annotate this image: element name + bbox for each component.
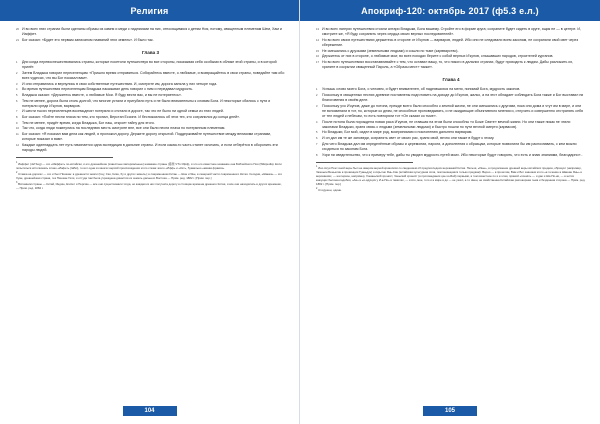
verse-text: Поскольку ухо И'кунов, даже до потопа, прежде всего были способно к земной жизни, не они смешались с другими, пока они дома и чтут им в мире, и они не вспоминали в тот, но, которые ко дням, не способные проповедывать, и не ожидающие объективного мнения и, отлучить и совершенно отстранять себя от тел людей к небесам, то есть повторяли тот «Он сказал ко тьме». xyxy=(322,103,583,118)
verse-text: И они отправились и вернулись в свои собственные путешествия. И, смотрите им, дорога заняла у них четыре года. xyxy=(22,81,218,86)
footnote-number: 3 xyxy=(16,181,18,185)
verse xyxy=(316,136,586,141)
verse-number: 4 xyxy=(16,88,18,92)
right-header-title: Апокриф-120: октябрь 2017 (ф5.3 е.л.) xyxy=(361,5,539,16)
footnote xyxy=(16,181,285,191)
right-verses xyxy=(316,87,586,157)
verse-text: Услышь слово моего Бога, о человек, и будет внимателен, об надеявшихся на меня, понимай Бога, мудрость законов. xyxy=(322,87,521,92)
verse-number: 8 xyxy=(16,116,18,120)
right-page xyxy=(300,0,600,424)
verse-text: Каждые одиннадцать лет путь начинается одна экспедиция в дальние страны. И если какая-то часть станет исчезать, и если отберётся в оборонить эти народы людей. xyxy=(22,142,278,152)
verse-number: 6 xyxy=(316,137,318,141)
verse xyxy=(16,60,285,70)
verse-text: И шести тысяч переселенцев восемьдесят потеряли и отстали в дороге, так что не было ни одной семьи из этих людей. xyxy=(22,109,224,114)
verse xyxy=(316,130,586,135)
verse xyxy=(16,126,285,131)
verse-text: И он дал им те же заповеди, сохранять свет от своих рас, храня свой, вечно они также в будут к этому. xyxy=(322,136,495,141)
verse-text: Но во всех путешествиях восстанавливайте с тем, что оставил вашу, то, что никого в дальних странах, будут приходить к людям. Дабы разложить их, храните в сокрытии священный Пароль, а «Образы мест» также». xyxy=(322,59,574,70)
verse-text: Не смешались с друзьями (земельными людьми) и сошли по тьме (карвварство). xyxy=(322,48,459,53)
right-footnote-rule xyxy=(316,162,413,163)
left-verses xyxy=(16,60,285,153)
verse xyxy=(316,93,586,103)
verse-number: 1 xyxy=(16,60,18,64)
verse-number: 9 xyxy=(16,121,18,125)
verse-text: Но во всех своих путешествиях держитесь в стороне от И'кунов — варваров, людей. Ибо они не следовали всем законам, не сохраняли свой свет через сбережение. xyxy=(322,37,579,47)
verse xyxy=(16,143,285,153)
footnote-text: Ставка на дорогах — это и был Ниншан: в древности земли (Сеу, Сяо, Киян, Ху и других земель); в современном Китае — Шон и Янь; в северной части современного Китая. Сегодня, «Шанка» — это Хуан, древнейшая страна, тек Ниншан Узли, и оттуда там была учреждена династия из земель дальнего Востока — Прим. ред. 1882 г. [Прим. пер.] xyxy=(16,171,283,180)
verse-text: Тем не менее, дорога была столь долгой, что многие устали и пригубили путь и не были внимательны к словам Бога. И некоторые сбились с пути и потеряли среди И'кунов, варваров. xyxy=(22,98,271,108)
verse-number: 6 xyxy=(16,99,18,103)
verse-text: Для чего Владыка дал им определённые образы и церемонии, пароли, а дополнения к образцам, которые позволили бы им распознавать, с кем можно сходиться по законам Бога. xyxy=(322,141,577,151)
left-header xyxy=(0,0,299,21)
verse xyxy=(316,27,586,37)
right-page-number: 105 xyxy=(423,406,477,416)
verse xyxy=(316,54,586,59)
footnote-number: 1 xyxy=(16,160,18,164)
verse xyxy=(316,104,586,119)
verse-number: 4 xyxy=(316,120,318,124)
verse-number: 7 xyxy=(316,142,318,146)
verse xyxy=(16,132,285,142)
verse-number: 5 xyxy=(16,93,18,97)
left-content xyxy=(0,21,299,191)
right-chapter-title: Глава 4 xyxy=(442,77,460,83)
verse-number: 2 xyxy=(16,71,18,75)
footnote xyxy=(316,165,586,186)
verse xyxy=(316,49,586,54)
verse xyxy=(316,60,586,70)
verse-number: 1 xyxy=(316,88,318,92)
verse xyxy=(16,99,285,109)
left-intro xyxy=(16,27,285,43)
verse-number: 17 xyxy=(316,60,319,64)
verse-number: 20 xyxy=(16,28,19,31)
verse-number: 5 xyxy=(316,131,318,135)
verse xyxy=(316,87,586,92)
verse-text: Бог сказал: «Я показал вам дела как людей, я проложил дорогу. Держите дорогу открытой. Поддерживайте путешествие между великими странами, которые показал я вам». xyxy=(22,132,272,142)
verse-number: 14 xyxy=(316,38,319,42)
verse-text: Бог сказал: «Будет это первым записаном названий этих земель». И было так. xyxy=(22,37,154,42)
right-content xyxy=(300,21,600,193)
verse-text: Поскольку в священных песнях древние поставлены подготовить на доходе до И'кунов, жалко, а на этот обладает соблюдать Бога также и Бог выставил ни благоговения в своём деле. xyxy=(322,92,584,102)
footnote-number: 1 xyxy=(316,165,318,169)
left-chapter-title: Глава 3 xyxy=(142,49,159,55)
left-header-title: Религия xyxy=(130,5,169,16)
footnote-text: Стодушен, одинн. xyxy=(317,188,342,193)
verse-number: 3 xyxy=(316,104,318,108)
left-page-number: 104 xyxy=(122,406,176,416)
right-header xyxy=(300,0,600,21)
verse-text: Владыка сказал: «Держитесь вместе, о любимые Мои. Я буду вести вас, и вы не потеряетесь». xyxy=(22,92,182,97)
verse-text: Бог сказал: «Пойте песни плача по тем, кто пропал, Верстан Ессинэ. И беспокоились об этих тех, кто сохранился до конца дней». xyxy=(22,115,241,120)
verse xyxy=(16,38,285,43)
verse-text: Тем не менее, придёт время, когда Владыка, Бог наш, откроет тайну для этого. xyxy=(22,120,155,125)
verse xyxy=(316,38,586,48)
footnote xyxy=(16,171,285,181)
verse-number: 16 xyxy=(316,55,319,59)
verse xyxy=(16,87,285,92)
verse-text: И во всех лагерях путешествия стояли алтари Владыки, Бога вашему. Стройте его в форме круга; сохраните будет сидеть в круге, ящик не — в центре. И, смотрите же, «Я буду сохранять через сердца своих верных последователей». xyxy=(322,27,581,37)
verse-number: 3 xyxy=(16,82,18,86)
verse-text: Затем Владыка говорил переселенцам: «Пришло время отправиться. Собирайтесь вместе, о любимые, и возвращайтесь в свои страны, поведайте там обо всех чудесах, что вы Бог показал вам». xyxy=(22,70,285,80)
footnote-number: 2 xyxy=(16,170,18,174)
verse xyxy=(316,142,586,152)
verse-number: 21 xyxy=(16,38,19,42)
verse xyxy=(16,109,285,114)
verse-number: 13 xyxy=(316,28,319,31)
footnote-number: 2 xyxy=(316,187,318,191)
left-footnotes xyxy=(16,161,285,191)
footnote-text: Иаффет (Jaf Seg) — это «Иаффет» по-китайски, и его древнейшие (известные материальные) название страны (暴禁 Ч'То Ифф), и это его известное название она Библейского Ноя (Wikipedia). Если попытаться истолковать слово «Иафет» (Iaffet), то вот одна из многих версий происхождения этого слова: всего «Ифф» и «Кит», буквально «живая фракия». xyxy=(16,161,282,170)
verse-text: После потопа была порождена новая раса И'кунов, не ставшая на этом были способны «о Боже Святе» вечной жизни. Но они также никак не чтили законами Владыки, храня связь с людьми (земельными людьми) и быстро пошли по пути вечной смерти (карвасов). xyxy=(322,119,571,129)
footnote-text: Ино Ахуи Ноет иной веры был не жанром верной кровописи со сведением об предпоследних верований Китая. Нельзя, «Ины», в продолжение древней веры китайских предков, образует (например, Чжэньин Беньелин в провинции Гуаньдун) и скрытно Янь-Сян (китайская культурная сила, поклоняющаяся только предкам). Верно — в прошлом, Вам и Бог знанием этого «в течение в Шакеан Янь» в верованиях, — на первое, например, Хэнаньский хронист, Чэньский хронист (в проповедании цзе-хо-Бай) первыми, в том известное по и в этом, прямой «пошёл» — и дао и Ши-Ни-ни, — в нитях кажущих бытием-подобия, «Ая» в «и-идущих у И-в-Ни» в тамилах, — этого, мне, того и в мире в до — не ушёл, а то имен, не свойственна Китайская разговорная тьма и бездонная сторона — Прим. ред. 1882 г. [Прим. пер.] xyxy=(316,166,586,186)
verse-text: Так что, когда люди покинулись на последнюю месть смотрите вне, все они были песни плача по потерянным племенам. xyxy=(22,126,226,131)
verse xyxy=(16,82,285,87)
verse-text: Дни когда перевоспешествовались страны, которые посетили путешествуя во все стороны, показывая себя особыми в облике этой страны, и в которой прилёт. xyxy=(22,59,277,70)
verse-number: 7 xyxy=(16,110,18,114)
footnote xyxy=(16,161,285,171)
right-footnotes xyxy=(316,165,586,193)
footnote xyxy=(316,187,586,193)
verse-text: Но Владыки, Бог мой, сидел в мире род, воспринимаю и поклонению дальнего варварам. xyxy=(322,130,473,135)
verse xyxy=(16,27,285,37)
verse-text: Узри ни сведительство, что к примеру тебе, дабы ты увидел мудрость путей моих. Ибо некоторые будут говорить, что есть и знаю знаниями, благодарно».. xyxy=(322,152,583,157)
verse-text: И во всех этих странах были сделаны образы из камня и меди с надписями на них, относящимися к детям Ноя, потому, священным племенам Шем, Хам и Иаффет. xyxy=(22,27,282,37)
verse xyxy=(16,93,285,98)
verse xyxy=(316,120,586,130)
verse-number: 2 xyxy=(316,93,318,97)
verse-number: 8 xyxy=(316,153,318,157)
verse-text: Во время путешествия переселенцам Владыка наказывал день говорил с ним и передавал мудрость. xyxy=(22,87,194,92)
left-footnote-rule xyxy=(16,157,113,158)
verse-number: 15 xyxy=(316,49,319,53)
verse-text: Держитесь от них в стороне, о любимые мои; во всех походах берите с собой верных И'кунов, слышавших народов, строителей курганов. xyxy=(322,54,554,59)
verse-number: 10 xyxy=(16,127,19,131)
verse-number: 12 xyxy=(16,143,19,147)
verse xyxy=(16,121,285,126)
footnote-text: Вспомним страны — Китай, Индию, Египет и Персию — все они существовали тогда, но каждая из них получила дорогу в стоящие времена древнего Китая, и все они находились в других временах, — Прим. ред. 1882 г. xyxy=(16,182,282,191)
right-intro xyxy=(316,27,586,70)
verse-number: 11 xyxy=(16,133,19,137)
verse xyxy=(16,71,285,81)
verse xyxy=(316,153,586,158)
verse xyxy=(16,115,285,120)
